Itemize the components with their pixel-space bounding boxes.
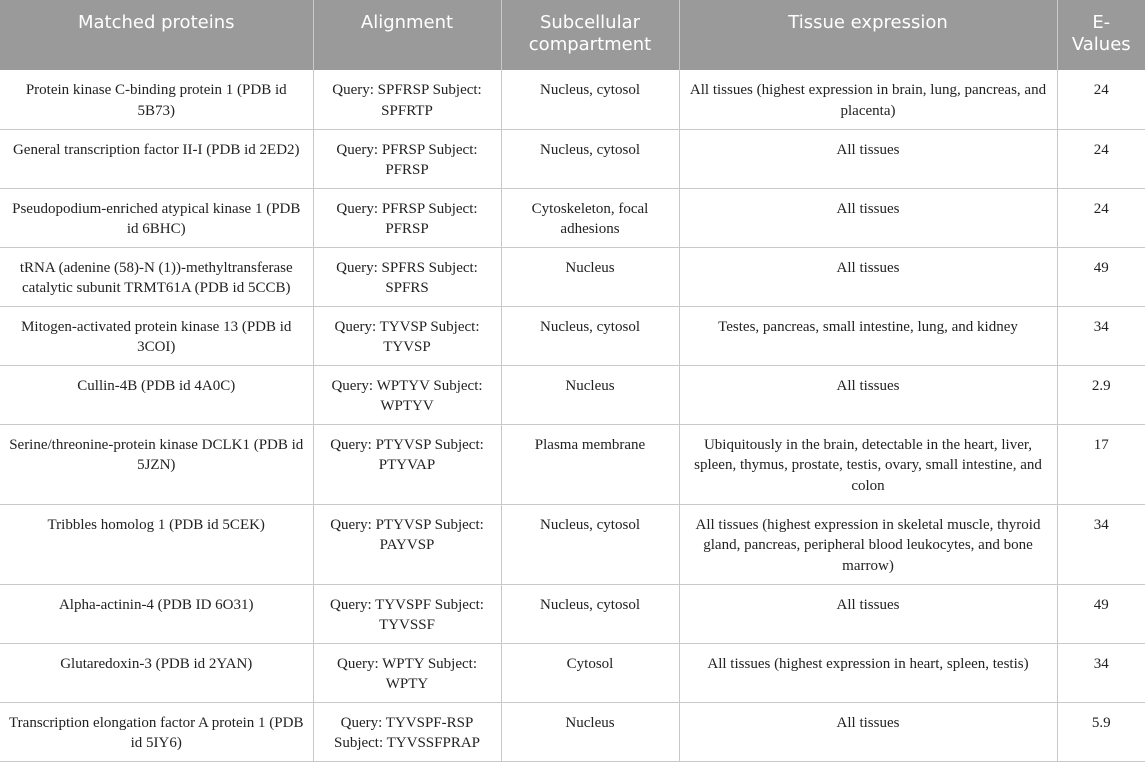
cell-tissue: All tissues	[679, 584, 1057, 643]
cell-tissue: All tissues (highest expression in skeletal muscle, thyroid gland, pancreas, peripheral blood leukocytes, and bone marrow)	[679, 504, 1057, 584]
table-row	[0, 365, 1145, 424]
header-row	[0, 0, 1145, 70]
cell-compartment: Nucleus, cytosol	[501, 504, 679, 584]
cell-protein: Protein kinase C-binding protein 1 (PDB id 5B73)	[0, 70, 313, 129]
cell-compartment: Nucleus, cytosol	[501, 584, 679, 643]
table-row	[0, 424, 1145, 504]
cell-tissue: All tissues (highest expression in brain, lung, pancreas, and placenta)	[679, 70, 1057, 129]
cell-protein: Mitogen-activated protein kinase 13 (PDB id 3COI)	[0, 306, 313, 365]
cell-e-value: 17	[1057, 424, 1145, 504]
cell-protein: Glutaredoxin-3 (PDB id 2YAN)	[0, 643, 313, 702]
cell-alignment: Query: TYVSPF-RSP Subject: TYVSSFPRAP	[313, 702, 501, 761]
cell-tissue: All tissues	[679, 129, 1057, 188]
cell-e-value: 5.9	[1057, 702, 1145, 761]
cell-alignment: Query: SPFRS Subject: SPFRS	[313, 247, 501, 306]
cell-protein: Transcription elongation factor A protein 1 (PDB id 5IY6)	[0, 702, 313, 761]
cell-e-value: 2.9	[1057, 365, 1145, 424]
header-e-values: E-Values	[1057, 0, 1145, 70]
cell-protein: General transcription factor II-I (PDB id 2ED2)	[0, 129, 313, 188]
cell-tissue: All tissues	[679, 702, 1057, 761]
cell-protein: Tribbles homolog 1 (PDB id 5CEK)	[0, 504, 313, 584]
table-row	[0, 504, 1145, 584]
cell-alignment: Query: PTYVSP Subject: PAYVSP	[313, 504, 501, 584]
cell-alignment: Query: WPTY Subject: WPTY	[313, 643, 501, 702]
cell-alignment: Query: PFRSP Subject: PFRSP	[313, 188, 501, 247]
cell-e-value: 34	[1057, 643, 1145, 702]
cell-tissue: All tissues	[679, 188, 1057, 247]
cell-alignment: Query: WPTYV Subject: WPTYV	[313, 365, 501, 424]
cell-tissue: All tissues	[679, 365, 1057, 424]
cell-tissue: All tissues (highest expression in heart, spleen, testis)	[679, 643, 1057, 702]
cell-protein: Pseudopodium-enriched atypical kinase 1 (PDB id 6BHC)	[0, 188, 313, 247]
cell-alignment: Query: PFRSP Subject: PFRSP	[313, 129, 501, 188]
header-matched-proteins: Matched proteins	[0, 0, 313, 70]
cell-compartment: Cytosol	[501, 643, 679, 702]
table-row	[0, 702, 1145, 761]
cell-e-value: 49	[1057, 247, 1145, 306]
cell-protein: Cullin-4B (PDB id 4A0C)	[0, 365, 313, 424]
cell-compartment: Nucleus, cytosol	[501, 306, 679, 365]
cell-alignment: Query: TYVSP Subject: TYVSP	[313, 306, 501, 365]
cell-compartment: Nucleus, cytosol	[501, 129, 679, 188]
cell-e-value: 24	[1057, 70, 1145, 129]
cell-alignment: Query: TYVSPF Subject: TYVSSF	[313, 584, 501, 643]
table-row	[0, 247, 1145, 306]
header-tissue-expression: Tissue expression	[679, 0, 1057, 70]
table-row	[0, 643, 1145, 702]
header-subcellular-compartment: Subcellular compartment	[501, 0, 679, 70]
cell-compartment: Plasma membrane	[501, 424, 679, 504]
cell-protein: tRNA (adenine (58)-N (1))-methyltransferase catalytic subunit TRMT61A (PDB id 5CCB)	[0, 247, 313, 306]
cell-protein: Alpha-actinin-4 (PDB ID 6O31)	[0, 584, 313, 643]
table-row	[0, 188, 1145, 247]
cell-e-value: 34	[1057, 306, 1145, 365]
cell-tissue: All tissues	[679, 247, 1057, 306]
cell-compartment: Cytoskeleton, focal adhesions	[501, 188, 679, 247]
cell-compartment: Nucleus, cytosol	[501, 70, 679, 129]
cell-e-value: 24	[1057, 188, 1145, 247]
cell-tissue: Testes, pancreas, small intestine, lung, and kidney	[679, 306, 1057, 365]
cell-e-value: 49	[1057, 584, 1145, 643]
cell-alignment: Query: SPFRSP Subject: SPFRTP	[313, 70, 501, 129]
table-row	[0, 70, 1145, 129]
header-alignment: Alignment	[313, 0, 501, 70]
cell-compartment: Nucleus	[501, 247, 679, 306]
cell-protein: Serine/threonine-protein kinase DCLK1 (PDB id 5JZN)	[0, 424, 313, 504]
cell-compartment: Nucleus	[501, 365, 679, 424]
cell-e-value: 24	[1057, 129, 1145, 188]
table-row	[0, 306, 1145, 365]
cell-e-value: 34	[1057, 504, 1145, 584]
table-row	[0, 129, 1145, 188]
cell-tissue: Ubiquitously in the brain, detectable in the heart, liver, spleen, thymus, prostate, testis, ovary, small intestine, and colon	[679, 424, 1057, 504]
table-row	[0, 584, 1145, 643]
cell-alignment: Query: PTYVSP Subject: PTYVAP	[313, 424, 501, 504]
cell-compartment: Nucleus	[501, 702, 679, 761]
